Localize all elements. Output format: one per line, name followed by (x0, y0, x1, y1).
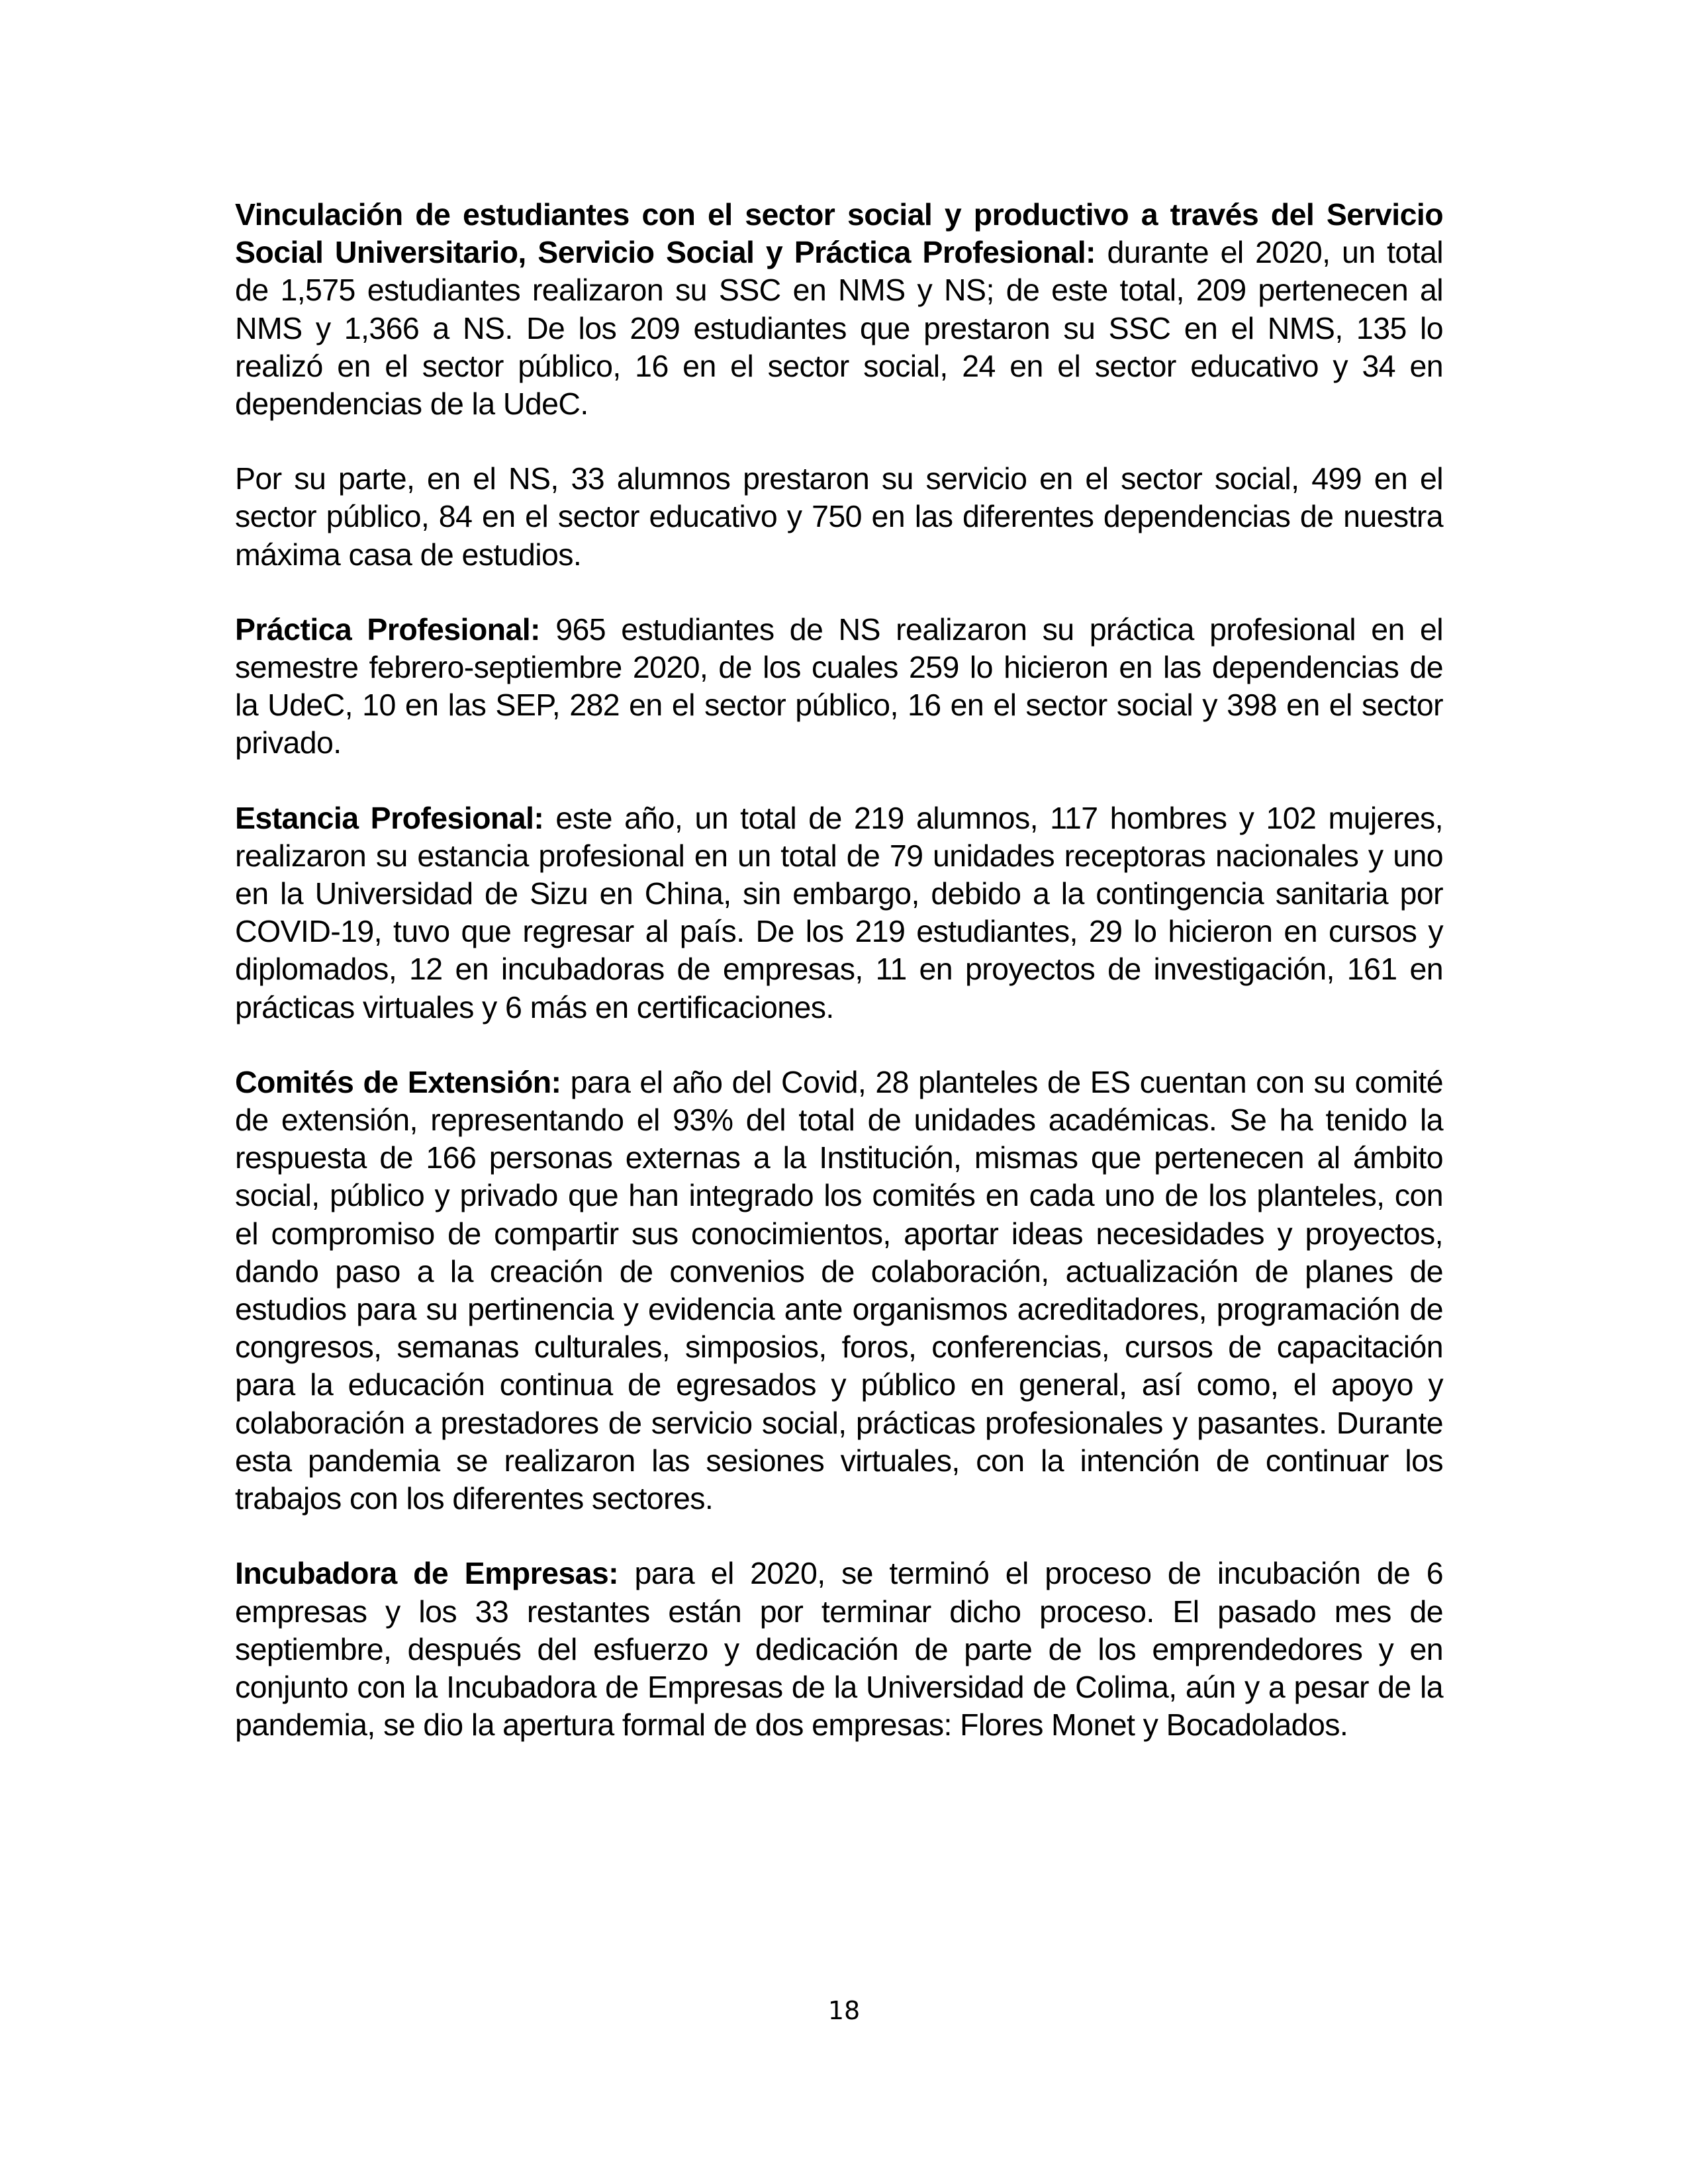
paragraph-heading: Vinculación de estudiantes con el sector social y productivo a través del Servicio Social Universitario, Servicio Social y Práctica Profesional: (235, 197, 1443, 270)
paragraph-heading: Comités de Extensión: (235, 1064, 561, 1099)
document-body (235, 196, 1443, 1781)
paragraph-vinculacion (235, 196, 1443, 423)
paragraph-text: para el año del Covid, 28 planteles de ES cuentan con su comité de extensión, representando el 93% del total de unidades académicas. Se ha tenido la respuesta de 166 personas externas a la Institución, mismas que pertenecen al ámbito social, público y privado que han integrado los comités en cada uno de los planteles, con el compromiso de compartir sus conocimientos, aportar ideas necesidades y proyectos, dando paso a la creación de convenios de colaboración, actualización de planes de estudios para su pertinencia y evidencia ante organismos acreditadores, programación de congresos, semanas culturales, simposios, foros, conferencias, cursos de capacitación para la educación continua de egresados y público en general, así como, el apoyo y colaboración a prestadores de servicio social, prácticas profesionales y pasantes. Durante esta pandemia se realizaron las sesiones virtuales, con la intención de continuar los trabajos con los diferentes sectores. (235, 1064, 1443, 1516)
page-number: 18 (827, 1996, 861, 2025)
paragraph-text: para el 2020, se terminó el proceso de incubación de 6 empresas y los 33 restantes están por terminar dicho proceso. El pasado mes de septiembre, después del esfuerzo y dedicación de parte de los emprendedores y en conjunto con la Incubadora de Empresas de la Universidad de Colima, aún y a pesar de la pandemia, se dio la apertura formal de dos empresas: Flores Monet y Bocadolados. (235, 1556, 1443, 1743)
paragraph-heading: Estancia Profesional: (235, 800, 544, 835)
paragraph-text: Por su parte, en el NS, 33 alumnos prestaron su servicio en el sector social, 499 en el sector público, 84 en el sector educativo y 750 en las diferentes dependencias de nuestra máxima casa de estudios. (235, 461, 1443, 572)
paragraph-heading: Práctica Profesional: (235, 612, 540, 647)
paragraph-text: 965 estudiantes de NS realizaron su práctica profesional en el semestre febrero-septiembre 2020, de los cuales 259 lo hicieron en las dependencias de la UdeC, 10 en las SEP, 282 en el sector público, 16 en el sector social y 398 en el sector privado. (235, 612, 1443, 760)
paragraph-incubadora-empresas (235, 1555, 1443, 1744)
paragraph-ns-service (235, 460, 1443, 574)
paragraph-text: durante el 2020, un total de 1,575 estudiantes realizaron su SSC en NMS y NS; de este total, 209 pertenecen al NMS y 1,366 a NS. De los 209 estudiantes que prestaron su SSC en el NMS, 135 lo realizó en el sector público, 16 en el sector social, 24 en el sector educativo y 34 en dependencias de la UdeC. (235, 235, 1443, 422)
paragraph-comites-extension (235, 1064, 1443, 1518)
paragraph-heading: Incubadora de Empresas: (235, 1556, 619, 1591)
paragraph-estancia-profesional (235, 799, 1443, 1026)
paragraph-text: este año, un total de 219 alumnos, 117 hombres y 102 mujeres, realizaron su estancia profesional en un total de 79 unidades receptoras nacionales y uno en la Universidad de Sizu en China, sin embargo, debido a la contingencia sanitaria por COVID-19, tuvo que regresar al país. De los 219 estudiantes, 29 lo hicieron en cursos y diplomados, 12 en incubadoras de empresas, 11 en proyectos de investigación, 161 en prácticas virtuales y 6 más en certificaciones. (235, 800, 1443, 1024)
paragraph-practica-profesional (235, 611, 1443, 762)
